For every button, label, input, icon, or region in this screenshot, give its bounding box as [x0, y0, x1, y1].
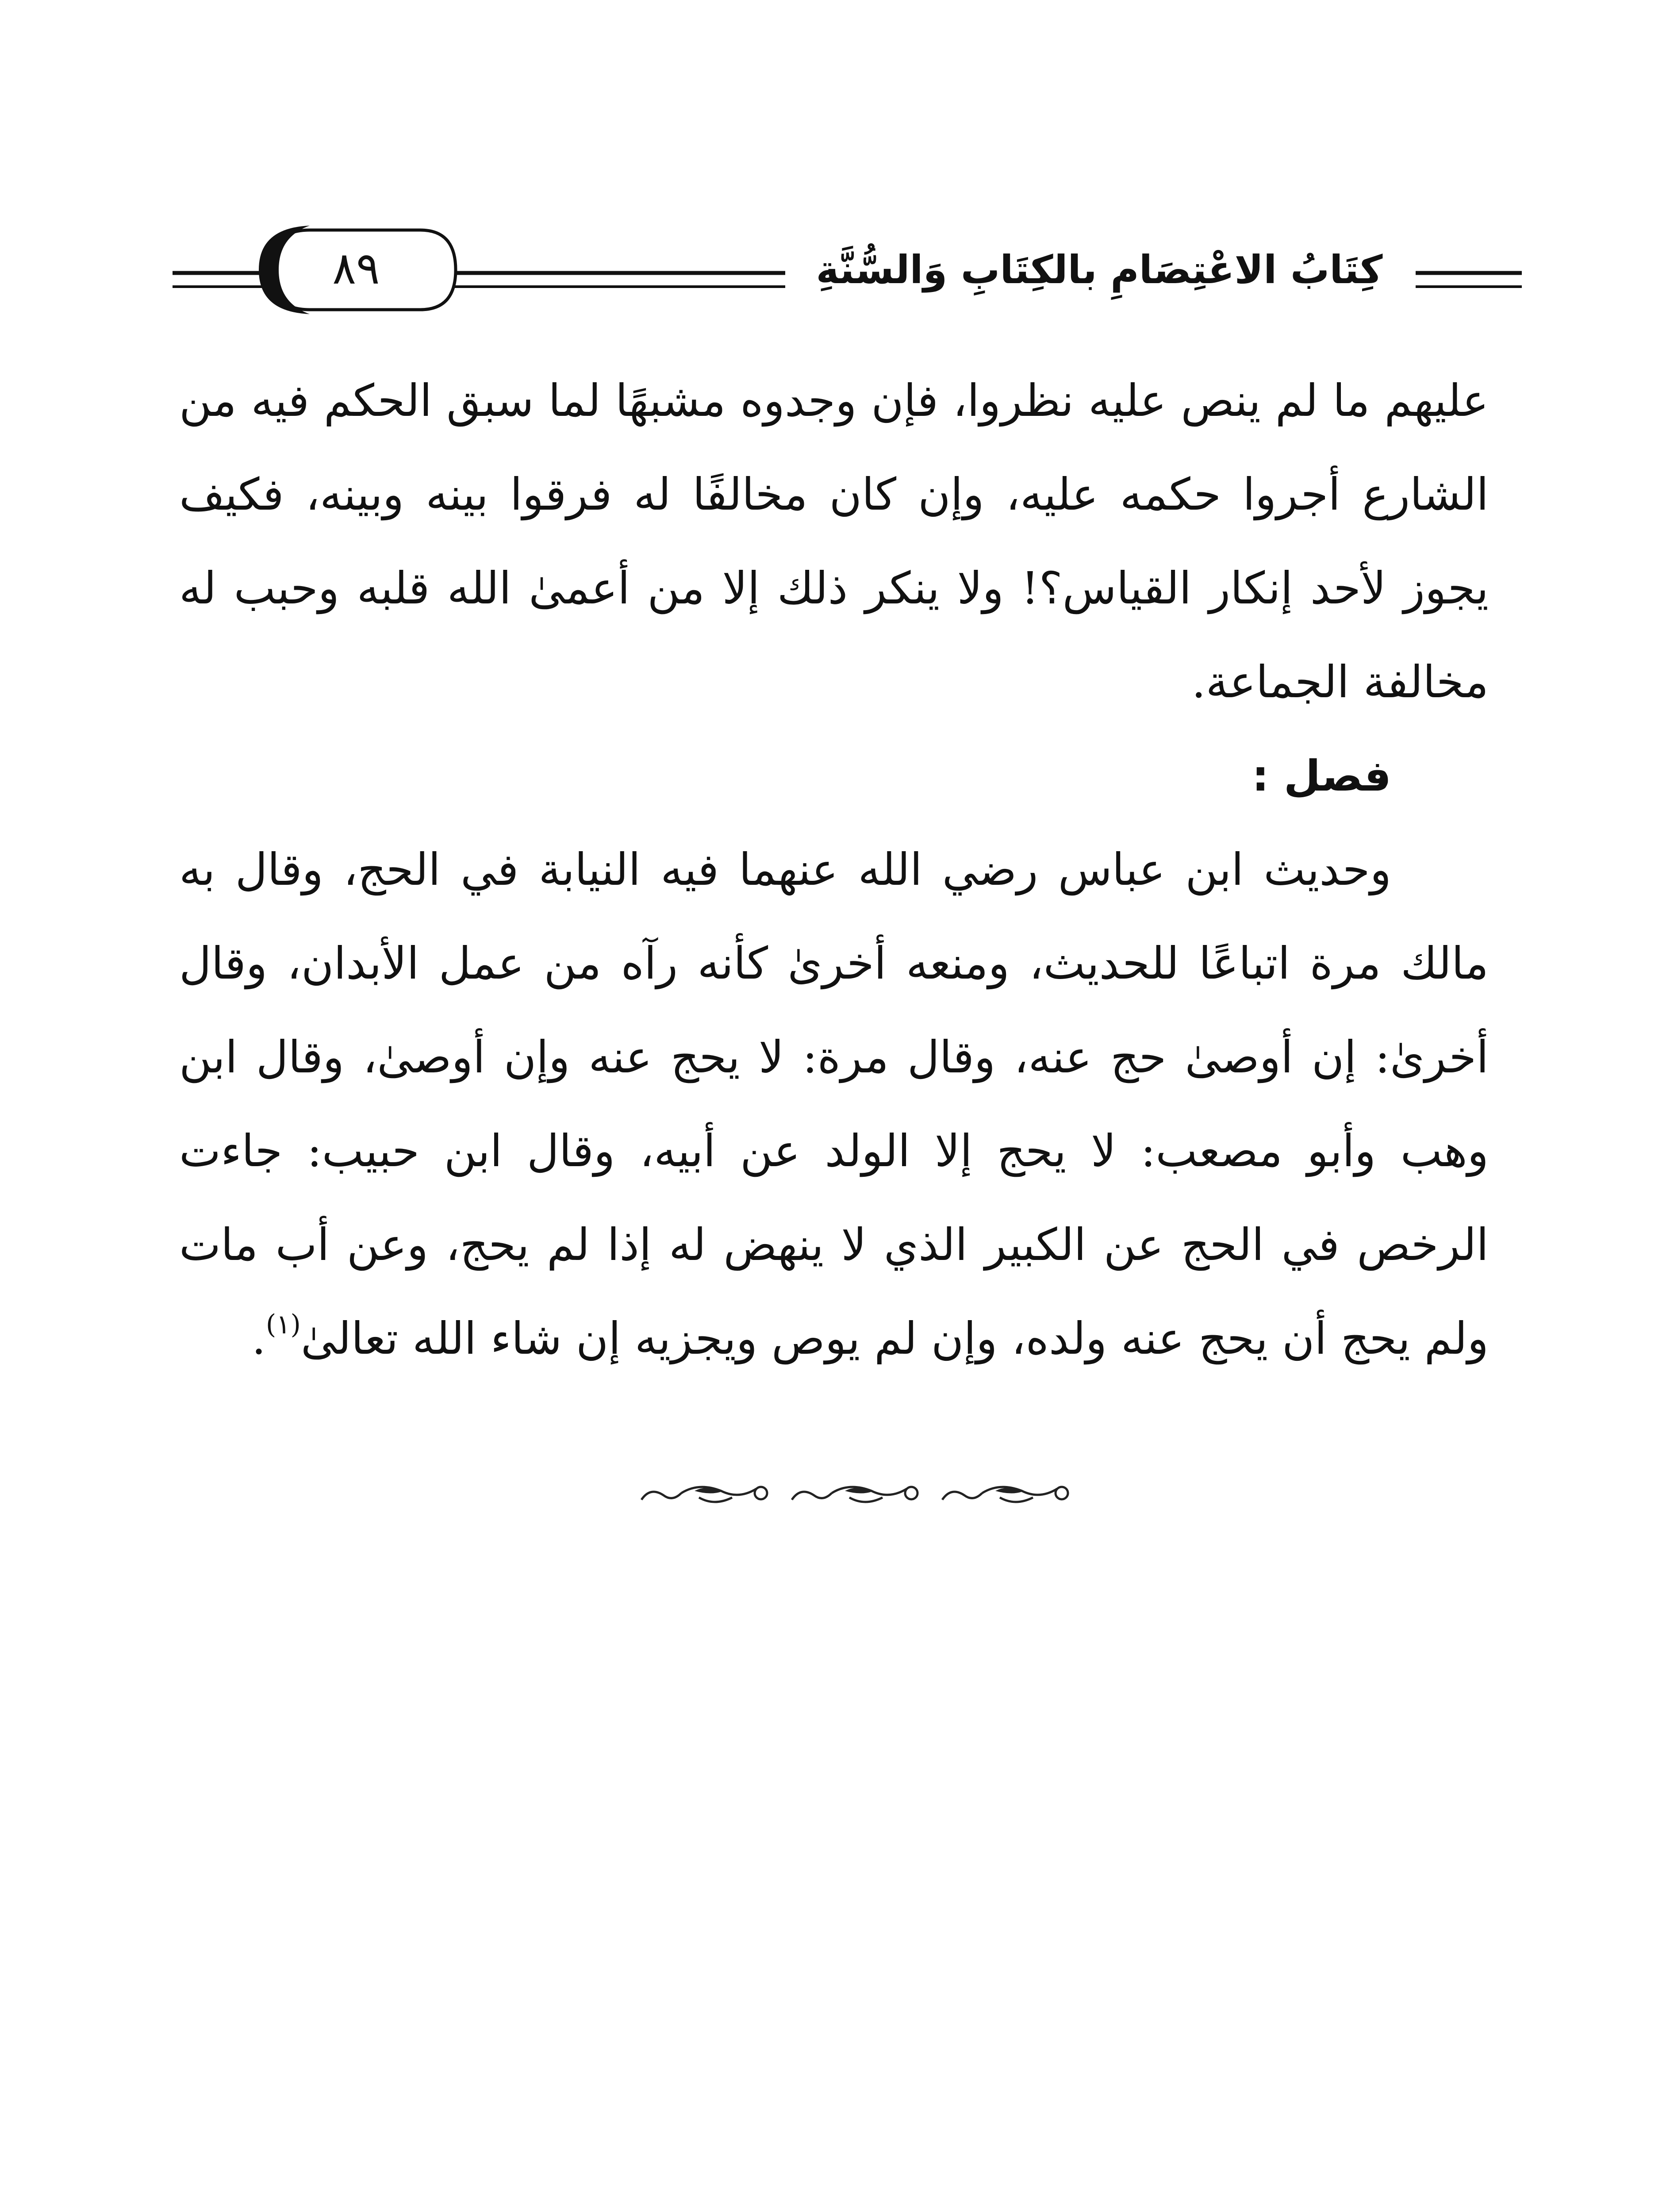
main-text: [179, 354, 1489, 1386]
book-title: كِتَابُ الاعْتِصَامِ بالكِتَابِ وَالسُّنَّةِ: [785, 243, 1413, 296]
page-number: ٨٩: [332, 242, 380, 294]
footnote-reference[interactable]: (١): [265, 1309, 301, 1340]
section-heading: فصل :: [1252, 751, 1391, 801]
running-header: [173, 208, 1522, 336]
paragraph-2: [179, 823, 1489, 1386]
paragraph-2-end: .: [252, 1313, 266, 1364]
separator-ornament: [633, 1473, 1084, 1517]
paragraph-1: عليهم ما لم ينص عليه نظروا، فإن وجدوه مشبهًا لما سبق الحكم فيه من الشارع أجروا حكمه عليه، وإن كان مخالفًا له فرقوا بينه وبينه، فكيف يجوز لأحد إنكار القياس؟! ولا ينكر ذلك إلا من أعمىٰ الله قلبه وحبب له مخالفة الجماعة.: [179, 375, 1489, 708]
paragraph-2-text: وحديث ابن عباس رضي الله عنهما فيه النيابة في الحج، وقال به مالك مرة اتباعًا للحديث، ومنعه أخرىٰ كأنه رآه من عمل الأبدان، وقال أخرىٰ: إن أوصىٰ حج عنه، وقال مرة: لا يحج عنه وإن أوصىٰ، وقال ابن وهب وأبو مصعب: لا يحج إلا الولد عن أبيه، وقال ابن حبيب: جاءت الرخص في الحج عن الكبير الذي لا ينهض له إذا لم يحج، وعن أب مات ولم يحج أن يحج عنه ولده، وإن لم يوص ويجزيه إن شاء الله تعالىٰ: [179, 844, 1489, 1364]
